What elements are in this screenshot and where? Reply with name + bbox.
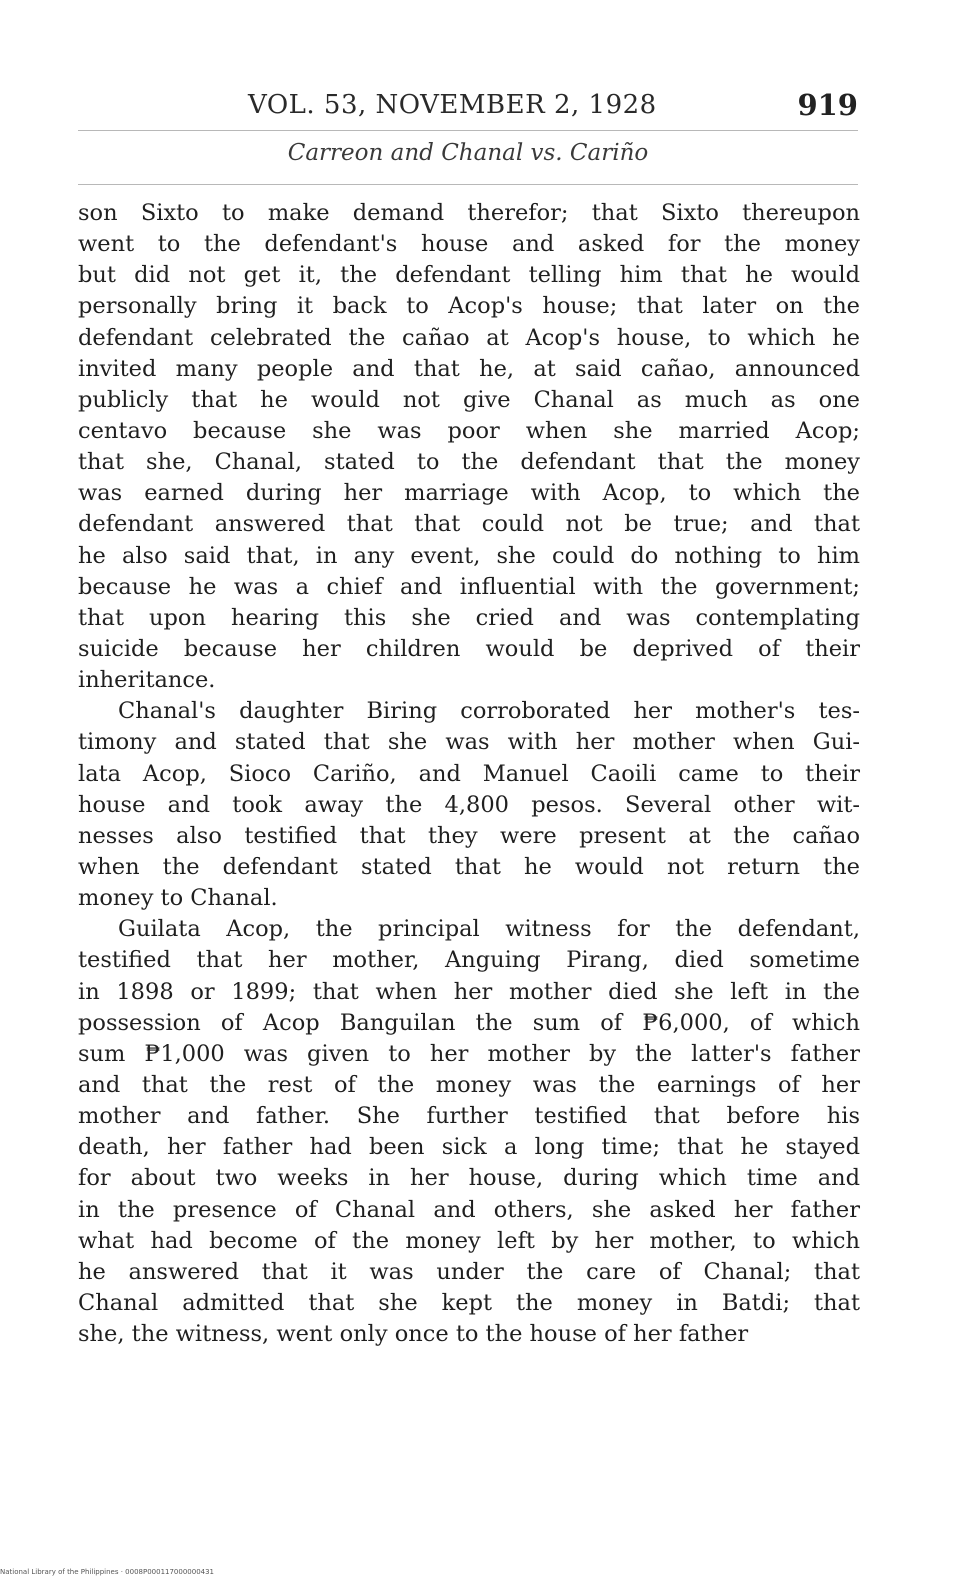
text-line: that she, Chanal, stated to the defendant that the money [78, 449, 860, 476]
text-line: personally bring it back to Acop's house; that later on the [78, 293, 860, 320]
text-line: she, the witness, went only once to the house of her father [78, 1321, 749, 1348]
header-rule-top [78, 130, 858, 131]
text-line: timony and stated that she was with her mother when Gui- [78, 729, 860, 756]
text-line: house and took away the 4,800 pesos. Several other wit- [78, 791, 860, 818]
text-line: what had become of the money left by her mother, to which [78, 1227, 860, 1254]
paragraph [78, 696, 860, 914]
paragraph [78, 914, 860, 1350]
text-line: when the defendant stated that he would not return the [78, 853, 860, 880]
text-line: and that the rest of the money was the earnings of her [78, 1071, 860, 1098]
text-line: son Sixto to make demand therefor; that Sixto thereupon [78, 200, 860, 226]
scan-footer: National Library of the Philippines · 0008P000117000000431 [0, 1568, 215, 1576]
text-line: he answered that it was under the care of Chanal; that [78, 1258, 860, 1285]
text-line: Chanal admitted that she kept the money in Batdi; that [78, 1289, 860, 1316]
text-line: defendant answered that that could not be true; and that [78, 511, 860, 538]
header-rule-bottom [78, 184, 858, 185]
text-line: possession of Acop Banguilan the sum of ₱6,000, of which [78, 1009, 860, 1036]
text-line: Guilata Acop, the principal witness for the defendant, [118, 916, 860, 943]
text-line: went to the defendant's house and asked for the money [78, 231, 860, 258]
text-line: inheritance. [78, 667, 216, 694]
text-line: invited many people and that he, at said cañao, announced [78, 355, 860, 382]
text-line: suicide because her children would be deprived of their [78, 635, 860, 662]
text-line: mother and father. She further testified that before his [78, 1103, 860, 1130]
running-header [78, 84, 858, 124]
text-line: because he was a chief and influential with the government; [78, 573, 860, 600]
text-line: money to Chanal. [78, 885, 278, 912]
text-line: centavo because she was poor when she married Acop; [78, 417, 860, 444]
text-line: testified that her mother, Anguing Pirang, died sometime [78, 947, 860, 974]
text-line: sum ₱1,000 was given to her mother by the latter's father [78, 1040, 860, 1067]
text-line: in the presence of Chanal and others, she asked her father [78, 1196, 860, 1223]
page-number: 919 [797, 88, 858, 122]
text-line: for about two weeks in her house, during which time and [78, 1165, 860, 1192]
text-line: Chanal's daughter Biring corroborated her mother's tes- [118, 698, 860, 725]
text-line: he also said that, in any event, she could do nothing to him [78, 542, 860, 569]
text-line: lata Acop, Sioco Cariño, and Manuel Caoili came to their [78, 760, 860, 787]
paragraph [78, 198, 860, 696]
text-line: but did not get it, the defendant telling him that he would [78, 262, 860, 289]
case-caption: Carreon and Chanal vs. Cariño [287, 140, 649, 166]
text-line: was earned during her marriage with Acop, to which the [78, 480, 860, 507]
text-line: that upon hearing this she cried and was contemplating [78, 604, 860, 631]
page-body [78, 198, 860, 1350]
text-line: nesses also testified that they were present at the cañao [78, 822, 860, 849]
text-line: death, her father had been sick a long time; that he stayed [78, 1134, 860, 1161]
text-line: publicly that he would not give Chanal as much as one [78, 386, 860, 413]
text-line: defendant celebrated the cañao at Acop's house, to which he [78, 324, 860, 351]
volume-date: VOL. 53, NOVEMBER 2, 1928 [248, 90, 657, 120]
text-line: in 1898 or 1899; that when her mother died she left in the [78, 978, 860, 1005]
